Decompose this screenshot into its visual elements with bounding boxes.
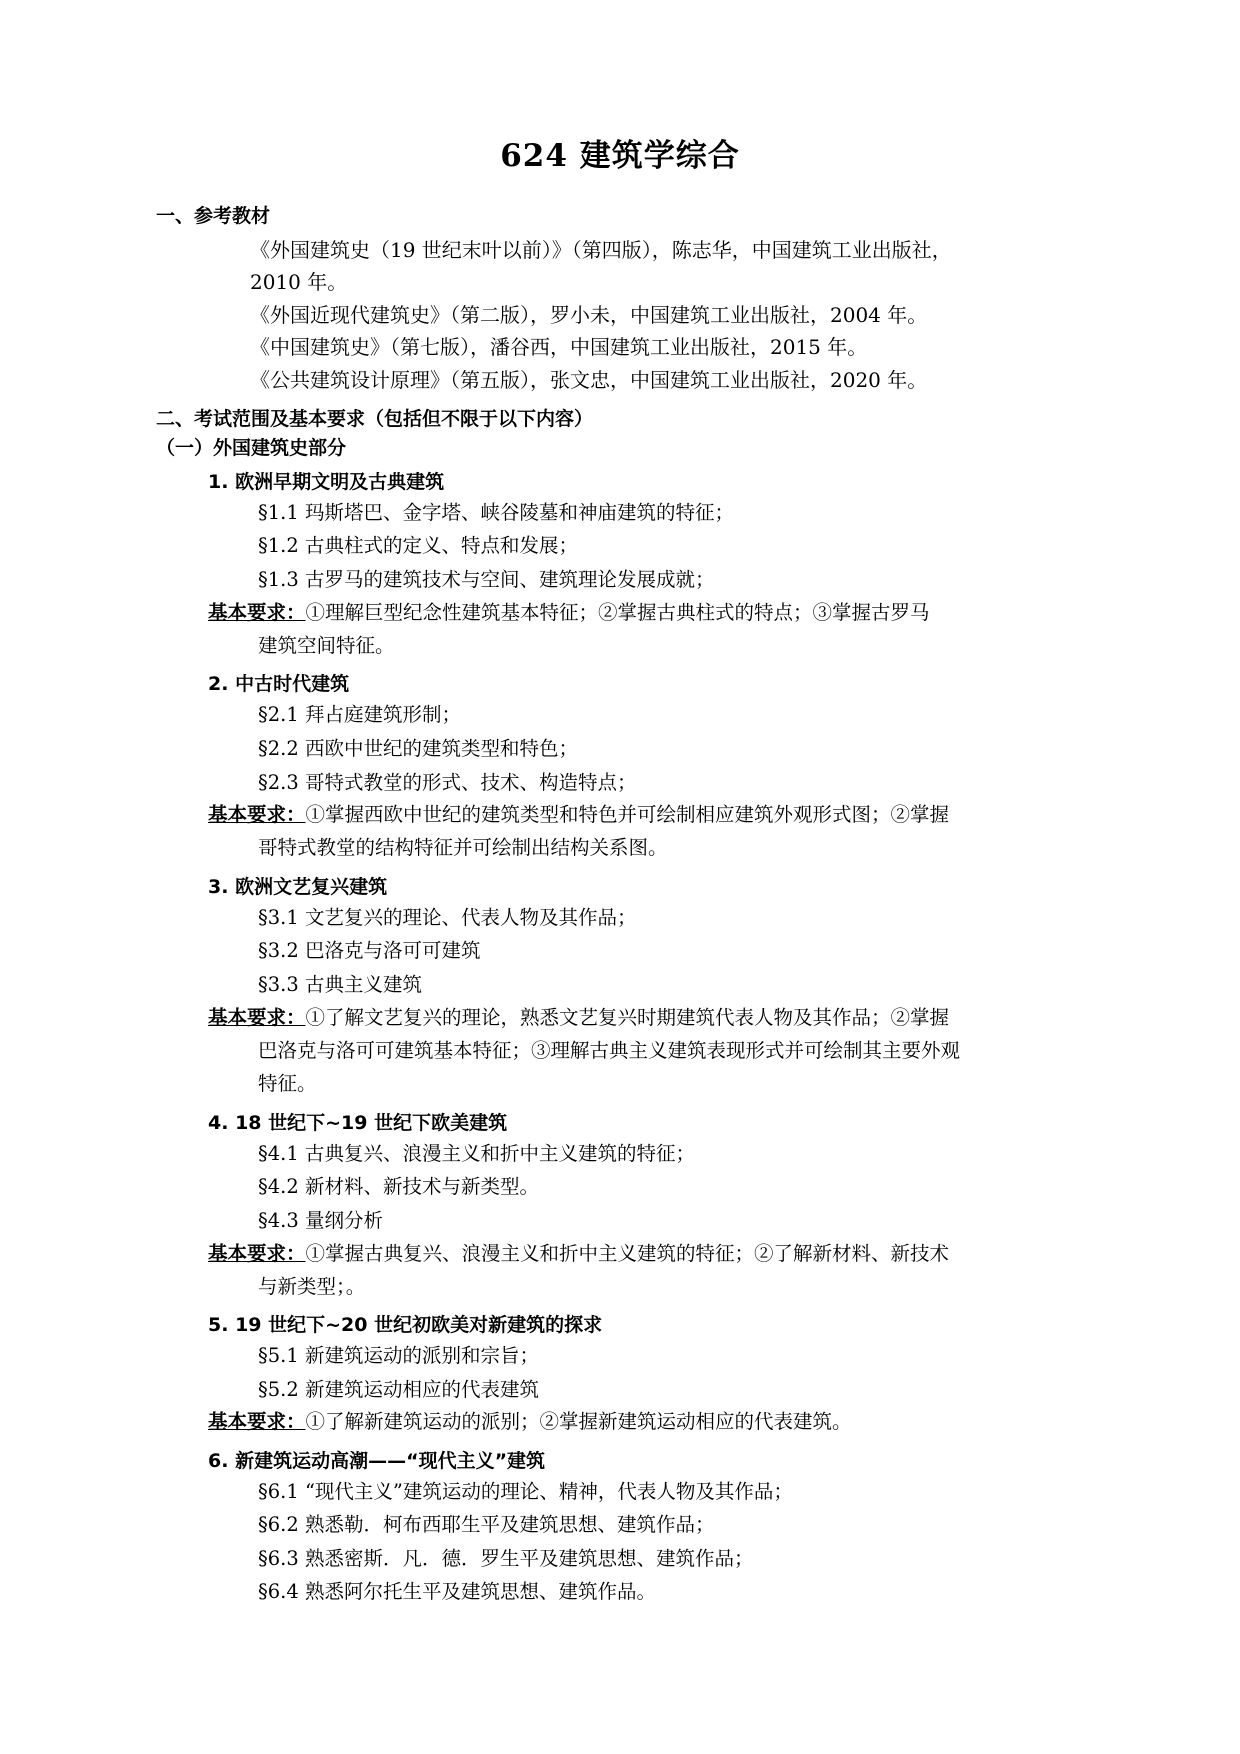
requirement-label: 基本要求： [208,1241,306,1265]
requirement-continuation: 建筑空间特征。 [258,633,395,657]
topic-heading [118,1446,1122,1473]
topic-requirement [118,1238,1122,1270]
page-title: 624 建筑学综合 [500,138,740,174]
section-heading-scope: 二、考试范围及基本要求（包括但不限于以下内容） [156,407,594,430]
reference-line: 《外国近现代建筑史》（第二版），罗小未，中国建筑工业出版社，2004 年。 [250,302,928,327]
reference-item [118,266,1122,298]
topic-title: 欧洲文艺复兴建筑 [235,875,388,898]
topic-item: §3.2 巴洛克与洛可可建筑 [258,939,481,963]
section-heading-references: 一、参考教材 [156,205,271,227]
reference-item [118,331,1122,363]
requirement-label: 基本要求： [208,1005,306,1029]
requirement-continuation: 特征。 [258,1072,317,1096]
topic-heading [118,467,1122,494]
topic-requirement [118,799,1122,831]
reference-item [118,299,1122,331]
topic-heading [118,872,1122,899]
topic-item: §1.3 古罗马的建筑技术与空间、建筑理论发展成就； [258,568,715,592]
requirement-text: ①了解新建筑运动的派别；②掌握新建筑运动相应的代表建筑。 [305,1410,852,1434]
subsection-heading-foreign-history: （一）外国建筑史部分 [156,436,347,459]
topic-number: 4. [208,1111,229,1134]
topic-item: §4.2 新材料、新技术与新类型。 [258,1175,539,1199]
requirement-text: ①掌握古典复兴、浪漫主义和折中主义建筑的特征；②了解新材料、新技术 [305,1241,950,1265]
reference-line: 《外国建筑史（19 世纪末叶以前）》（第四版），陈志华，中国建筑工业出版社， [250,238,952,262]
topic-requirement [118,597,1122,629]
topic-title: 新建筑运动高潮——“现代主义”建筑 [235,1449,546,1472]
topic-item: §6.2 熟悉勒．柯布西耶生平及建筑思想、建筑作品； [258,1513,715,1537]
requirement-label: 基本要求： [208,600,306,624]
topic-title: 19 世纪下~20 世纪初欧美对新建筑的探求 [235,1314,603,1337]
requirement-text: ①掌握西欧中世纪的建筑类型和特色并可绘制相应建筑外观形式图；②掌握 [305,803,950,827]
topic-item: §2.1 拜占庭建筑形制； [258,703,461,727]
topic-requirement [118,1406,1122,1438]
topic-requirement [118,1002,1122,1034]
topic-item: §2.3 哥特式教堂的形式、技术、构造特点； [258,770,637,794]
requirement-label: 基本要求： [208,803,306,827]
topic-item: §4.3 量纲分析 [258,1209,383,1232]
topic-item: §6.1 “现代主义”建筑运动的理论、精神，代表人物及其作品； [258,1479,793,1503]
topic-item: §6.3 熟悉密斯．凡．德．罗生平及建筑思想、建筑作品； [258,1546,754,1570]
topic-item: §2.2 西欧中世纪的建筑类型和特色； [258,736,578,760]
requirement-continuation: 哥特式教堂的结构特征并可绘制出结构关系图。 [258,836,668,860]
topic-heading [118,1108,1122,1135]
topic-number: 5. [208,1314,229,1337]
topic-item: §1.2 古典柱式的定义、特点和发展； [258,534,578,558]
reference-line: 《中国建筑史》（第七版），潘谷西，中国建筑工业出版社，2015 年。 [250,335,868,360]
requirement-label: 基本要求： [208,1410,306,1434]
requirement-text: ①了解文艺复兴的理论，熟悉文艺复兴时期建筑代表人物及其作品；②掌握 [305,1005,950,1029]
requirement-continuation: 与新类型；。 [258,1274,366,1298]
reference-line: 2010 年。 [250,270,348,295]
topic-item: §6.4 熟悉阿尔托生平及建筑思想、建筑作品。 [258,1580,656,1604]
topic-item: §5.2 新建筑运动相应的代表建筑 [258,1377,539,1401]
reference-item [118,364,1122,396]
topic-number: 6. [208,1449,229,1472]
topic-item: §1.1 玛斯塔巴、金字塔、峡谷陵墓和神庙建筑的特征； [258,500,734,524]
topic-title: 18 世纪下~19 世纪下欧美建筑 [235,1111,508,1134]
topic-title: 欧洲早期文明及古典建筑 [235,470,445,493]
reference-line: 《公共建筑设计原理》（第五版），张文忠，中国建筑工业出版社，2020 年。 [250,367,928,392]
topic-heading [118,669,1122,696]
topic-title: 中古时代建筑 [235,673,350,696]
topic-number: 2. [208,673,229,696]
topic-item: §4.1 古典复兴、浪漫主义和折中主义建筑的特征； [258,1141,695,1165]
topic-heading [118,1310,1122,1337]
requirement-continuation: 巴洛克与洛可可建筑基本特征；③理解古典主义建筑表现形式并可绘制其主要外观 [258,1038,961,1062]
topic-number: 1. [208,470,229,493]
topic-item: §3.3 古典主义建筑 [258,972,422,996]
requirement-text: ①理解巨型纪念性建筑基本特征；②掌握古典柱式的特点；③掌握古罗马 [305,600,930,624]
topic-item: §3.1 文艺复兴的理论、代表人物及其作品； [258,905,637,929]
topic-number: 3. [208,875,229,898]
topic-item: §5.1 新建筑运动的派别和宗旨； [258,1344,539,1368]
reference-item [118,234,1122,266]
